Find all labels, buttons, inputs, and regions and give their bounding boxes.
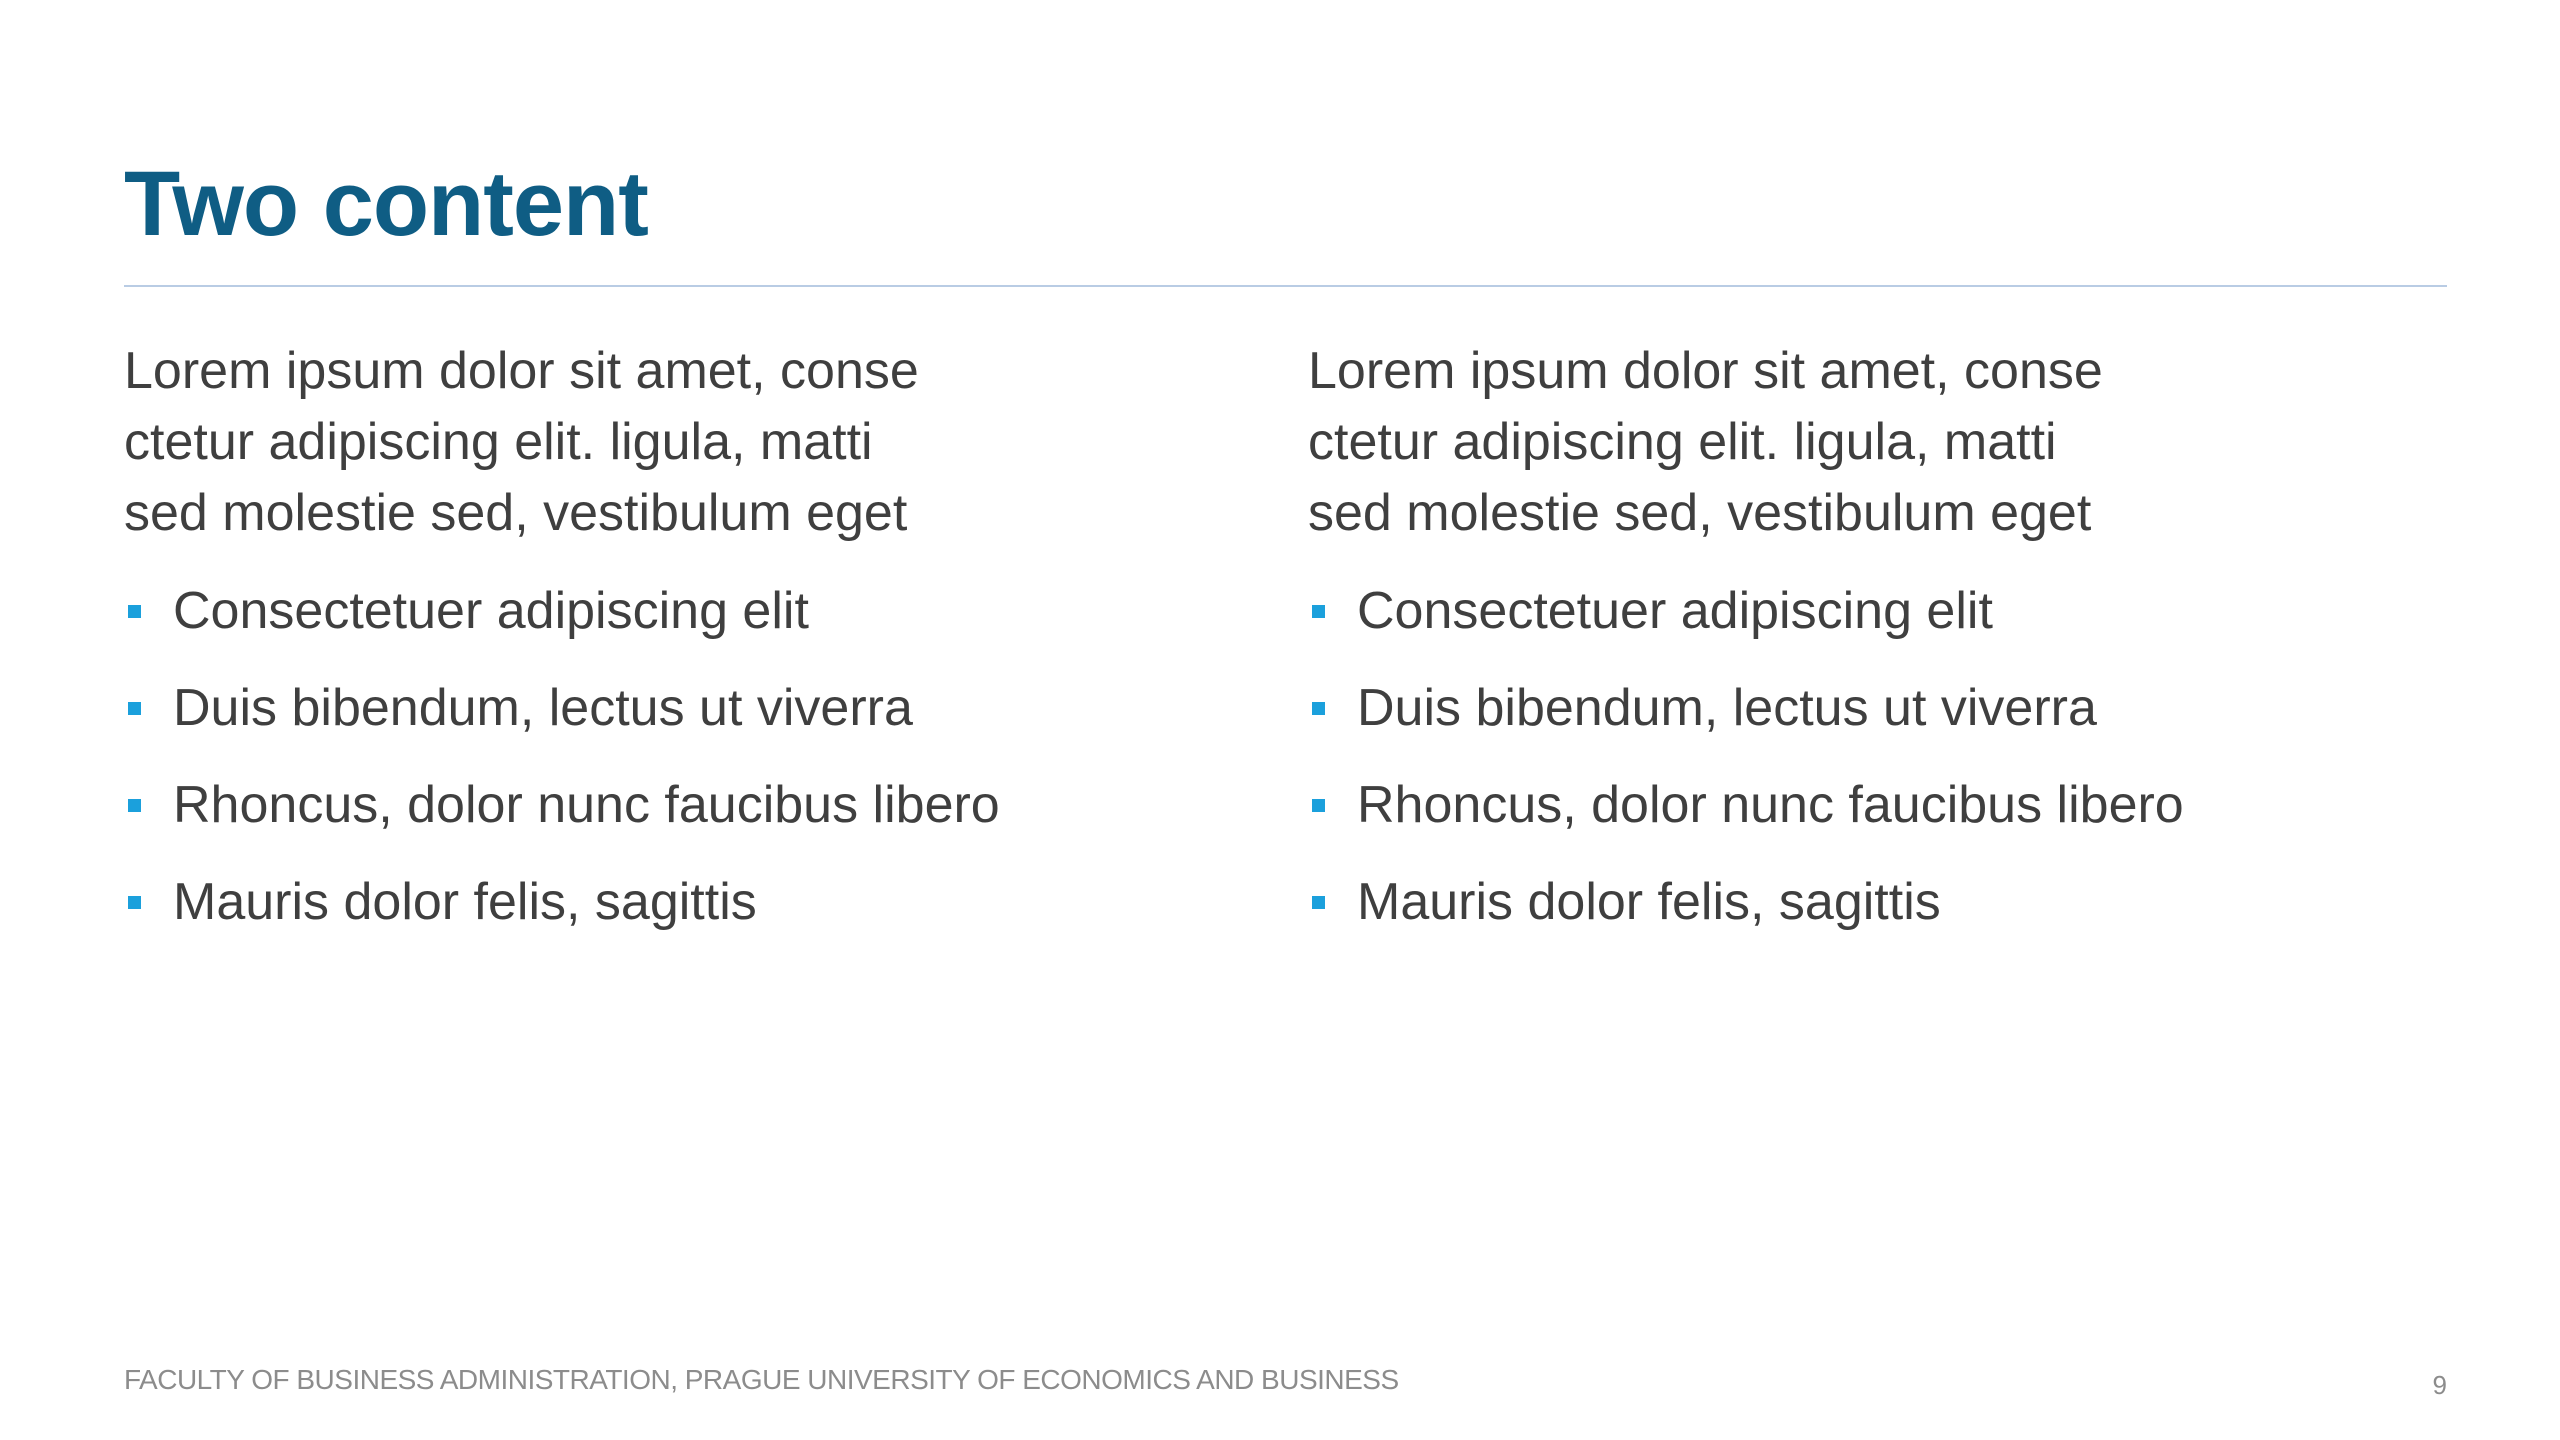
intro-line: Lorem ipsum dolor sit amet, conse bbox=[124, 342, 919, 400]
bullet-item bbox=[124, 575, 1224, 672]
bullet-item bbox=[1308, 769, 2408, 866]
right-bullet-list bbox=[1308, 575, 2408, 963]
bullet-item bbox=[124, 866, 1224, 963]
intro-line: ctetur adipiscing elit. ligula, matti bbox=[1308, 413, 2057, 471]
footer-institution: FACULTY OF BUSINESS ADMINISTRATION, PRAGUE UNIVERSITY OF ECONOMICS AND BUSINESS bbox=[124, 1364, 1399, 1395]
square-bullet-icon bbox=[128, 799, 141, 812]
bullet-text: Consectetuer adipiscing elit bbox=[1357, 582, 1993, 640]
bullet-item bbox=[1308, 672, 2408, 769]
right-content-column bbox=[1308, 336, 2408, 963]
intro-line: Lorem ipsum dolor sit amet, conse bbox=[1308, 342, 2103, 400]
square-bullet-icon bbox=[128, 896, 141, 909]
title-divider bbox=[124, 285, 2447, 287]
square-bullet-icon bbox=[1312, 605, 1325, 618]
bullet-text: Mauris dolor felis, sagittis bbox=[173, 873, 757, 931]
bullet-text: Mauris dolor felis, sagittis bbox=[1357, 873, 1941, 931]
square-bullet-icon bbox=[1312, 896, 1325, 909]
left-bullet-list bbox=[124, 575, 1224, 963]
bullet-text: Rhoncus, dolor nunc faucibus libero bbox=[1357, 776, 2184, 834]
intro-line: ctetur adipiscing elit. ligula, matti bbox=[124, 413, 873, 471]
bullet-text: Duis bibendum, lectus ut viverra bbox=[173, 679, 913, 737]
bullet-item bbox=[124, 769, 1224, 866]
bullet-item bbox=[1308, 866, 2408, 963]
square-bullet-icon bbox=[128, 605, 141, 618]
intro-line: sed molestie sed, vestibulum eget bbox=[1308, 484, 2092, 542]
left-intro-paragraph bbox=[124, 336, 1224, 549]
page-number: 9 bbox=[2432, 1370, 2447, 1400]
right-intro-paragraph bbox=[1308, 336, 2408, 549]
bullet-item bbox=[124, 672, 1224, 769]
square-bullet-icon bbox=[128, 702, 141, 715]
square-bullet-icon bbox=[1312, 702, 1325, 715]
left-content-column bbox=[124, 336, 1224, 963]
bullet-text: Duis bibendum, lectus ut viverra bbox=[1357, 679, 2097, 737]
bullet-text: Rhoncus, dolor nunc faucibus libero bbox=[173, 776, 1000, 834]
bullet-text: Consectetuer adipiscing elit bbox=[173, 582, 809, 640]
intro-line: sed molestie sed, vestibulum eget bbox=[124, 484, 908, 542]
bullet-item bbox=[1308, 575, 2408, 672]
square-bullet-icon bbox=[1312, 799, 1325, 812]
slide-title: Two content bbox=[124, 153, 648, 255]
